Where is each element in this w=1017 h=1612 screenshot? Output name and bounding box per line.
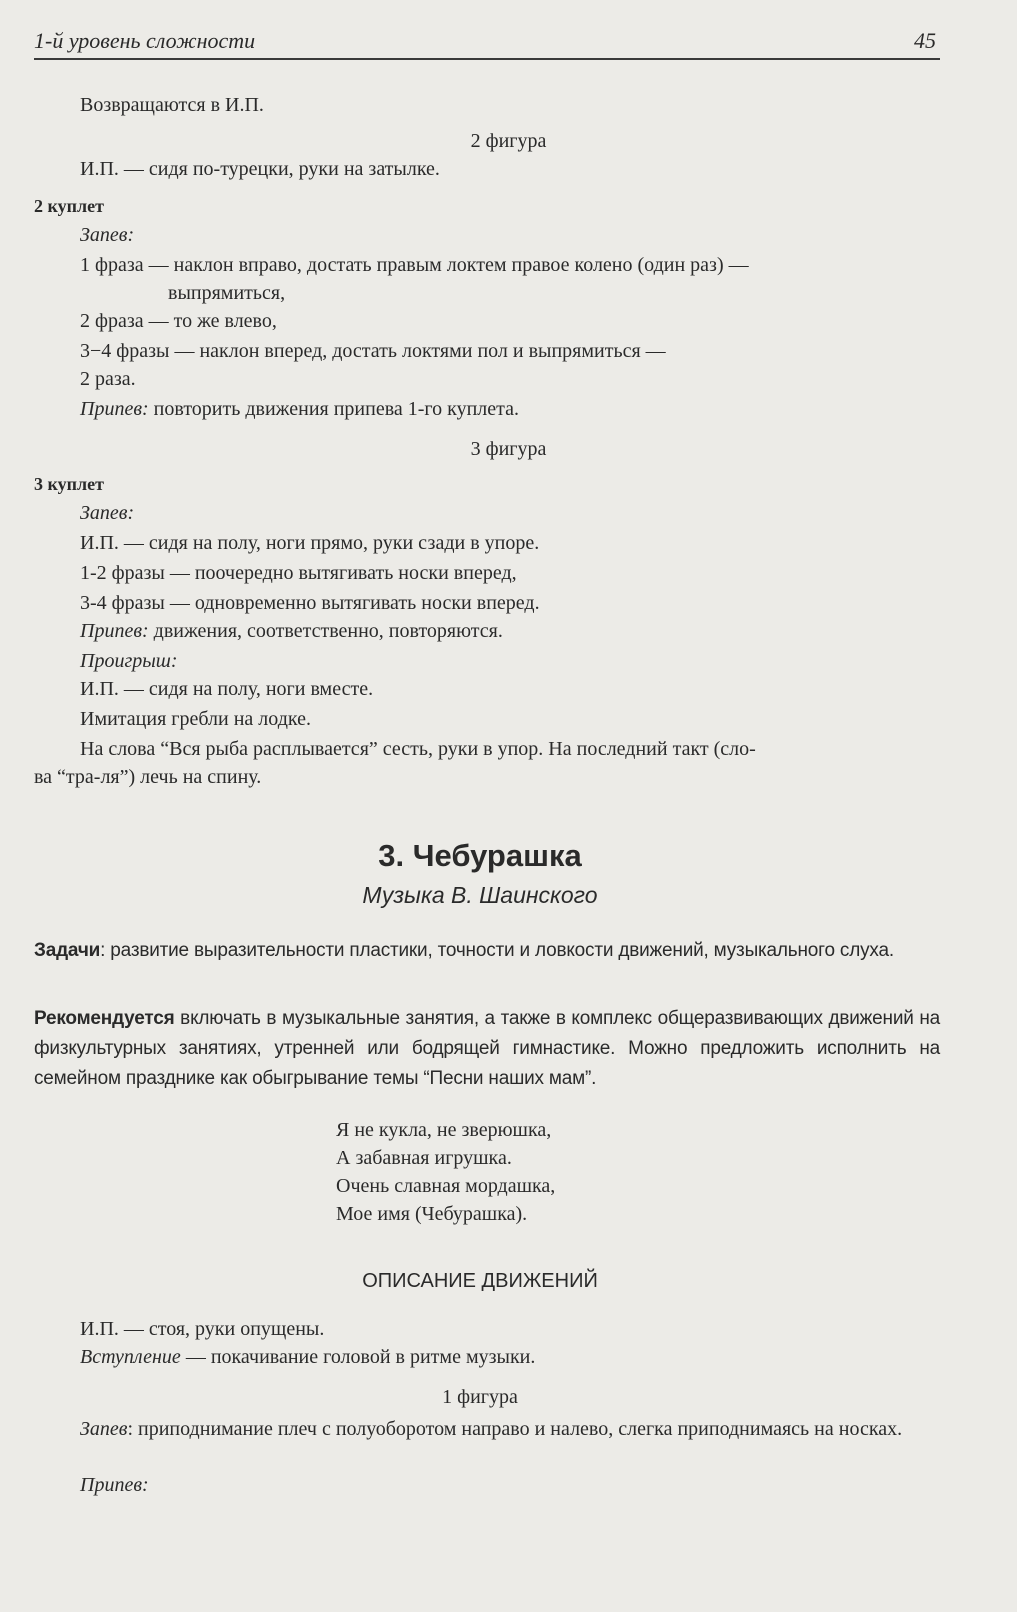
intro-line bbox=[80, 1346, 535, 1369]
zapev-text: : приподнимание плеч с полуоборотом направо и налево, слегка приподнимаясь на носках. bbox=[127, 1418, 903, 1440]
text-line: 2 фраза — то же влево, bbox=[80, 310, 277, 332]
poem bbox=[336, 1116, 555, 1228]
text-line: 1 фраза — наклон вправо, достать правым локтем правое колено (один раз) — bbox=[80, 254, 749, 276]
text-line: ва “тра-ля”) лечь на спину. bbox=[34, 766, 262, 788]
running-head-title: 1-й уровень сложности bbox=[34, 28, 256, 53]
text-line: 3−4 фразы — наклон вперед, достать локтями пол и выпрямиться — bbox=[80, 340, 666, 362]
intro-label: Вступление bbox=[80, 1346, 181, 1368]
text-line: 2 раза. bbox=[80, 368, 136, 390]
pripev-label: Припев: bbox=[80, 620, 149, 642]
tasks-text: : развитие выразительности пластики, точности и ловкости движений, музыкального слуха. bbox=[100, 940, 894, 961]
figure-heading: 2 фигура bbox=[470, 130, 547, 152]
tasks-label: Задачи bbox=[34, 940, 101, 961]
zapev-paragraph bbox=[34, 1414, 940, 1444]
pripev-text: повторить движения припева 1-го куплета. bbox=[148, 398, 519, 420]
pripev-line bbox=[80, 398, 519, 421]
poem-line: А забавная игрушка. bbox=[336, 1147, 512, 1169]
figure-heading: 3 фигура bbox=[470, 438, 547, 460]
text-line: Возвращаются в И.П. bbox=[80, 94, 264, 116]
pripev-text: движения, соответственно, повторяются. bbox=[148, 620, 503, 642]
pripev-line bbox=[80, 620, 503, 643]
text-line: выпрямиться, bbox=[168, 282, 286, 304]
text-line: И.П. — сидя на полу, ноги вместе. bbox=[80, 678, 374, 700]
text-line: И.П. — стоя, руки опущены. bbox=[80, 1318, 325, 1340]
text-line: 1-2 фразы — поочередно вытягивать носки вперед, bbox=[80, 562, 517, 584]
tasks-paragraph bbox=[34, 936, 940, 966]
page-number: 45 bbox=[914, 28, 936, 53]
description-heading: ОПИСАНИЕ ДВИЖЕНИЙ bbox=[362, 1270, 598, 1292]
poem-line: Я не кукла, не зверюшка, bbox=[336, 1119, 552, 1141]
running-head bbox=[34, 26, 940, 60]
recommend-label: Рекомендуется bbox=[34, 1008, 175, 1029]
poem-line: Очень славная мордашка, bbox=[336, 1175, 556, 1197]
poem-line: Мое имя (Чебурашка). bbox=[336, 1203, 528, 1225]
recommend-text: включать в музыкальные занятия, а также в комплекс общеразвивающих движений на физкультурных занятиях, утренней или бодрящей гимнастике. Можно предложить исполнить на семейном празднике как обыгрывание темы “Песни наших мам”. bbox=[34, 1008, 940, 1089]
zapev-label: Запев bbox=[80, 1418, 128, 1440]
intro-text: — покачивание головой в ритме музыки. bbox=[180, 1346, 536, 1368]
section-subtitle: Музыка В. Шаинского bbox=[362, 882, 598, 908]
couplet-heading: 2 куплет bbox=[34, 196, 104, 216]
figure-heading: 1 фигура bbox=[442, 1386, 518, 1408]
text-line: Имитация гребли на лодке. bbox=[80, 708, 311, 730]
zapev-label: Запев: bbox=[80, 224, 135, 246]
text-line: На слова “Вся рыба расплывается” сесть, руки в упор. На последний такт (сло- bbox=[80, 738, 756, 760]
text-line: И.П. — сидя по-турецки, руки на затылке. bbox=[80, 158, 440, 180]
couplet-heading: 3 куплет bbox=[34, 474, 104, 494]
text-line: И.П. — сидя на полу, ноги прямо, руки сзади в упоре. bbox=[80, 532, 540, 554]
section-title: 3. Чебурашка bbox=[378, 838, 582, 873]
recommend-paragraph bbox=[34, 1004, 940, 1094]
pripev-label: Припев: bbox=[80, 1474, 149, 1496]
zapev-label: Запев: bbox=[80, 502, 135, 524]
proigrysh-label: Проигрыш: bbox=[80, 650, 178, 672]
pripev-label: Припев: bbox=[80, 398, 149, 420]
text-line: 3-4 фразы — одновременно вытягивать носки вперед. bbox=[80, 592, 540, 614]
